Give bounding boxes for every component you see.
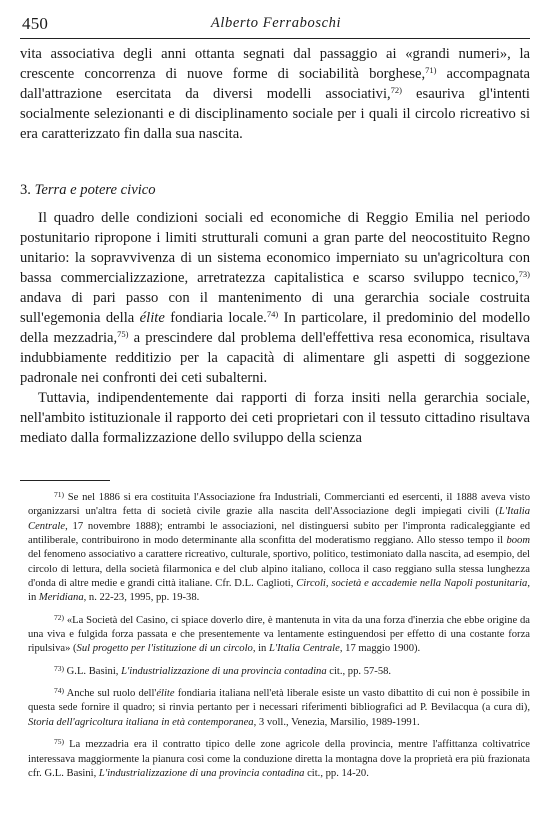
text-run: accompagnata dall'attrazione esercitata da diversi modelli associativi, (20, 66, 531, 102)
footnote-number: 74) (54, 686, 64, 696)
text-run: Anche sul ruolo dell' (66, 688, 157, 700)
page-header (22, 14, 530, 36)
footnote-72 (28, 611, 530, 657)
text-run: cit., pp. 14-20. (304, 767, 369, 779)
italic-run: boom (506, 535, 530, 547)
text-run: , n. 22-23, 1995, pp. 19-38. (83, 592, 200, 604)
page-number: 450 (22, 14, 49, 33)
section-heading (20, 180, 530, 200)
italic-run: élite (139, 310, 165, 326)
footnote-ref-71: 71) (425, 65, 437, 75)
text-run: , 3 voll., Venezia, Marsilio, 1989-1991. (253, 716, 420, 728)
footnote-ref-75: 75) (117, 329, 129, 339)
text-run: Il quadro delle condizioni sociali ed economiche di Reggio Emilia nel periodo postunitario ripropone i limiti strutturali comuni a gran parte del neocostituito Regno unitario: la sopravvivenza di un sistema economico imperniato su un'agricoltura con bassa commercializzazione, arretratezza capitalistica e scarso sviluppo tecnico, (20, 210, 530, 286)
text-run: G.L. Basini, (66, 665, 122, 677)
text-run: esauriva gl'intenti socialmente selezionanti e di disciplinamento sociale per i quali il circolo ricreativo si era caratterizzato fin dalla sua nascita. (20, 86, 530, 142)
text-run: fondiaria locale. (164, 310, 267, 326)
footnote-number: 71) (54, 490, 64, 499)
text-run: a prescindere dal problema dell'effettiva resa economica, risultava indubbiamente redditizio per la capacità di alimentare gli aspetti di soggezione padronale nei confronti dei ceti subalterni. (20, 330, 530, 386)
text-run: del fenomeno associativo a carattere ricreativo, culturale, sportivo, politico, testimoniato dalla nascita, ad esempio, del circolo di lettura, della società filarmonica e del club alpino italiano, colloca il caso reggiano sulla stessa lunghezza d'onda di altre medie e grandi città italiane. Cfr. D.L. Caglioti, (28, 549, 530, 590)
italic-run: Sul progetto per l'istituzione di un circolo (76, 643, 253, 655)
text-run: , in (252, 643, 269, 655)
running-head: Alberto Ferraboschi (210, 15, 342, 31)
text-run: fondiaria italiana nell'età liberale esiste un vasto dibattito di cui non è possibile in questa sede fornire il quadro; si rinvia pertanto per i necessari riferimenti bibliografici ad P. Bevilacqua (a cura di), (28, 688, 530, 714)
paragraph-a (20, 208, 530, 388)
italic-run: Circoli, società e accademie nella Napoli postunitaria (296, 578, 528, 590)
italic-run: L'Italia Centrale (269, 643, 340, 655)
text-run: andava di pari passo con il mantenimento di una gerarchia sociale costruita sull'egemonia della (20, 290, 530, 326)
footnote-75 (28, 735, 530, 781)
paragraph-b: Tuttavia, indipendentemente dai rapporti di forza insiti nella gerarchia sociale, nell'ambito istituzionale il rapporto dei ceti proprietari con il tessuto cittadino risultava mediato dalla formalizzazione dello sviluppo della scienza (20, 390, 530, 446)
footnote-number: 72) (54, 612, 64, 622)
text-run: cit., pp. 57-58. (326, 665, 392, 677)
footnote-ref-72: 72) (390, 85, 403, 95)
text-run: «La Società del Casino, ci spiace doverlo dire, è mantenuta in vita da una forza d'inerzia che ebbe origine da una viva e fulgida forza passata e che presentemente va lentamente estinguendosi per effetto di una costante forza ripulsiva» ( (28, 614, 531, 655)
text-run: , 17 novembre 1888); entrambi le associazioni, nel distinguersi subito per l'impronta radicaleggiante ed antiliberale, contribuirono in modo determinante alla sconfitta del moderatismo reggiano. Allo stesso tempo il (28, 520, 530, 547)
footnotes (28, 488, 530, 786)
section-number: 3. (20, 182, 31, 198)
italic-run: L'industrializzazione di una provincia contadina (98, 767, 305, 779)
footnote-ref-73: 73) (518, 269, 530, 279)
text-run: In particolare, il predominio del modello della mezzadria, (20, 310, 530, 346)
footnote-rule (20, 480, 110, 481)
body-text-section (20, 208, 530, 448)
footnote-71 (28, 488, 530, 606)
footnote-number: 75) (54, 737, 64, 747)
italic-run: L'Italia Centrale (28, 506, 530, 532)
italic-run: L'industrializzazione di una provincia contadina (121, 665, 327, 677)
italic-run: Meridiana (38, 592, 84, 604)
text-run: Se nel 1886 si era costituita l'Associazione fra Industriali, Commercianti ed esercenti, il 1888 aveva visto organizzarsi un'altra fetta di società civile grazie alla nascita dell'Associazione degli impiegati civili ( (28, 492, 530, 518)
paragraph-top (20, 44, 530, 144)
text-run: , in (28, 578, 530, 604)
body-text-top (20, 44, 530, 144)
text-run: vita associativa degli anni ottanta segnati dal passaggio ai «grandi numeri», la crescente concorrenza di nuove forme di sociabilità borghese, (20, 46, 530, 82)
italic-run: élite (156, 688, 175, 700)
header-rule (20, 38, 530, 39)
footnote-ref-74: 74) (266, 309, 279, 319)
footnote-number: 73) (54, 663, 64, 673)
section-title: Terra e potere civico (34, 182, 156, 198)
text-run: La mezzadria era il contratto tipico delle zone agricole della provincia, mentre l'affittanza coltivatrice interessava maggiormente la pianura così come la conduzione diretta la montagna dove la proprietà era più frazionata cfr. G.L. Basini, (28, 739, 530, 779)
text-run: , 17 maggio 1900). (339, 643, 421, 655)
footnote-73 (28, 662, 530, 679)
footnote-74 (28, 684, 530, 730)
italic-run: Storia dell'agricoltura italiana in età contemporanea (28, 716, 254, 728)
